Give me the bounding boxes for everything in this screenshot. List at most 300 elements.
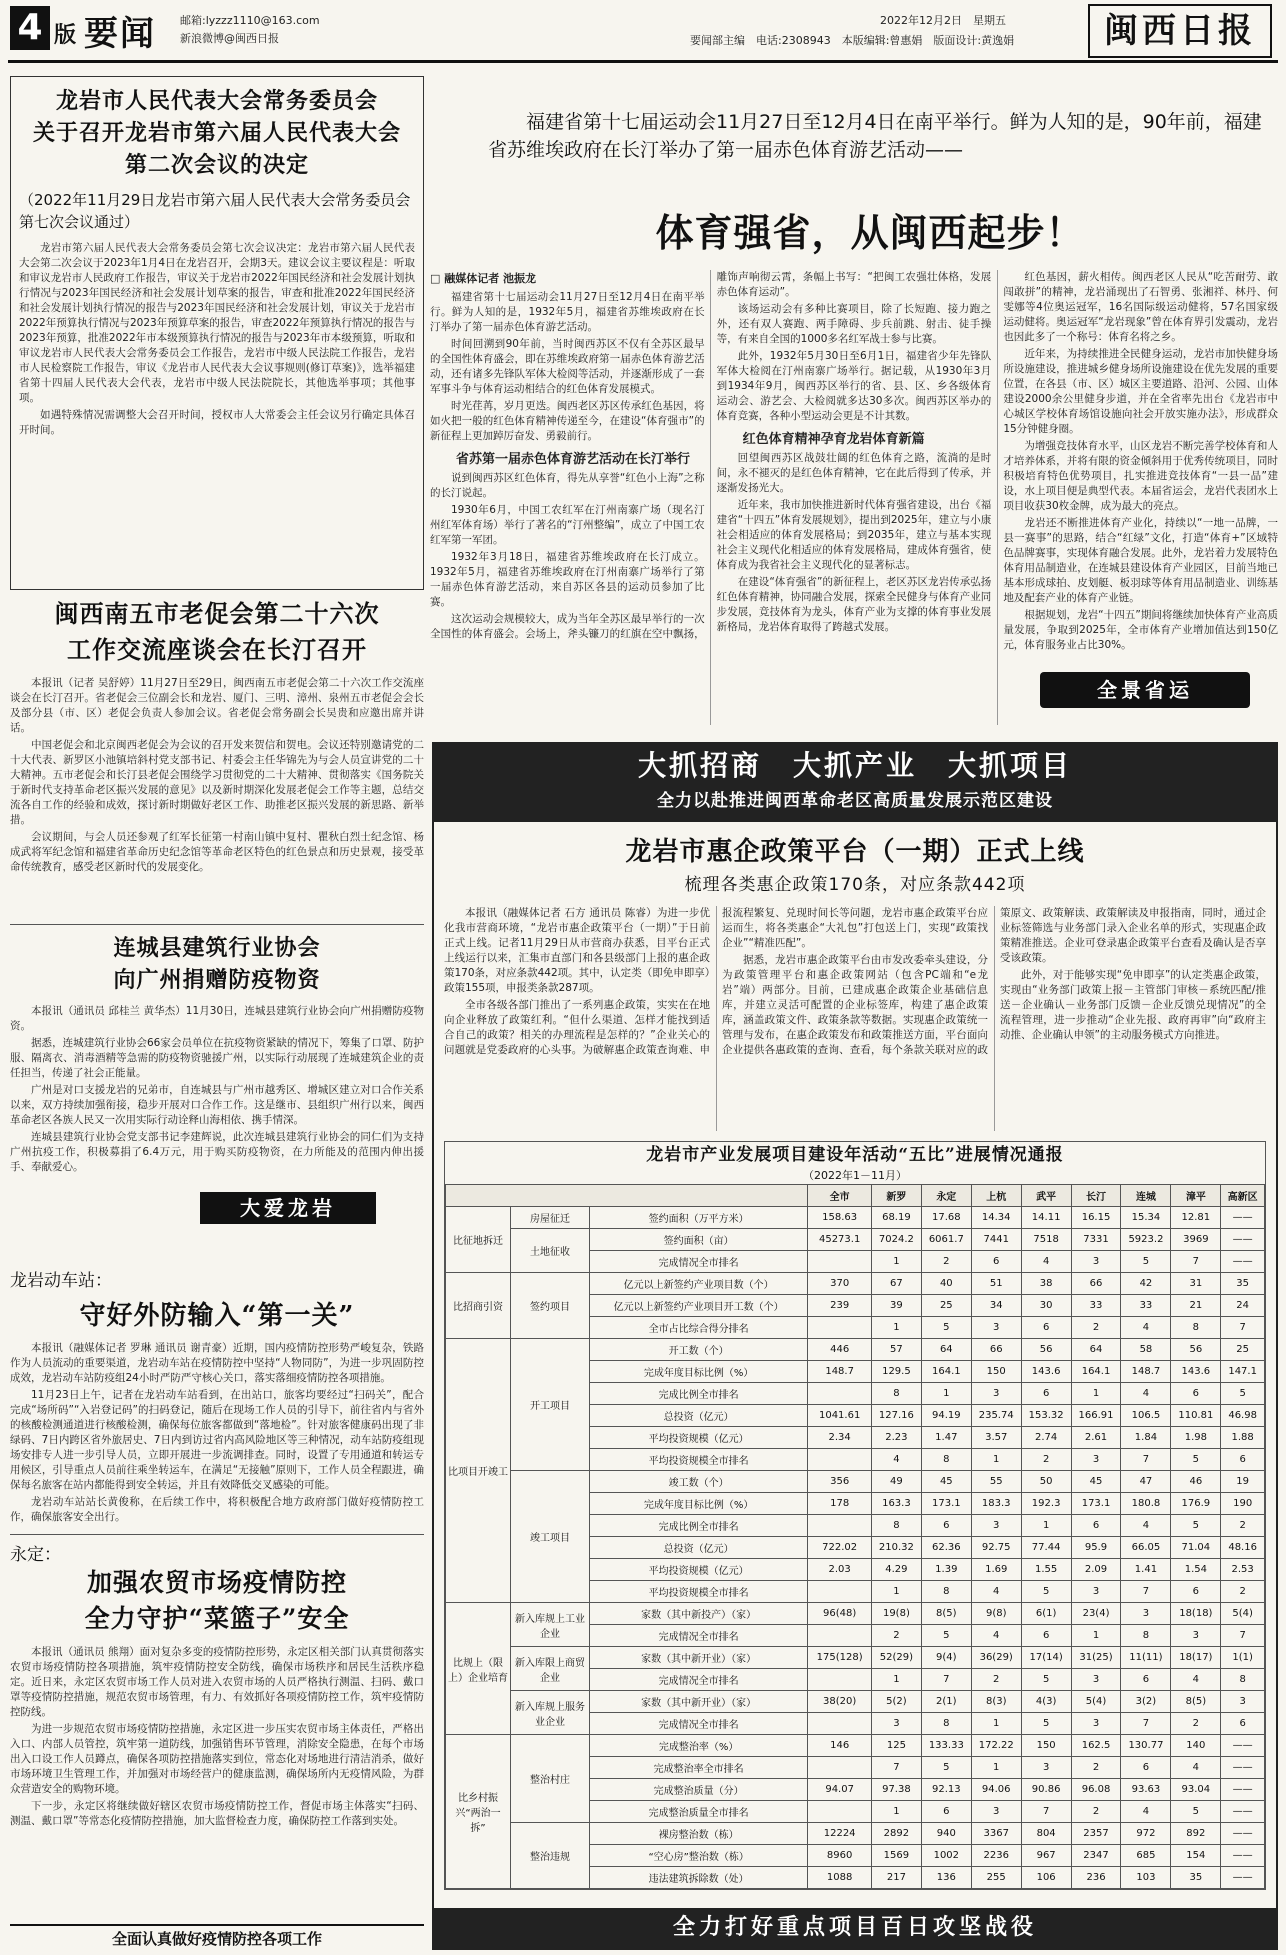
table-column-header: 全市 [808, 1185, 872, 1207]
table-value-cell: —— [1221, 1823, 1265, 1845]
table-value-cell [808, 1449, 872, 1471]
table-value-cell [808, 1713, 872, 1735]
article-title-line: 连城县建筑行业协会 [113, 935, 321, 961]
table-value-cell: 3 [1071, 1449, 1121, 1471]
table-value-cell: 6 [921, 1515, 971, 1537]
table-metric-cell: 完成情况全市排名 [590, 1669, 808, 1691]
table-value-cell: 46 [1171, 1471, 1221, 1493]
table-value-cell: 94.06 [971, 1779, 1021, 1801]
table-subgroup-cell: 签约项目 [511, 1273, 590, 1339]
table-value-cell: 4 [971, 1581, 1021, 1603]
table-value-cell: 90.86 [1021, 1779, 1071, 1801]
table-value-cell: —— [1221, 1845, 1265, 1867]
table-value-cell: 2 [871, 1625, 921, 1647]
table-value-cell: 8 [871, 1383, 921, 1405]
table-value-cell: 8(3) [971, 1691, 1021, 1713]
table-value-cell [808, 1669, 872, 1691]
table-subgroup-cell: 新入库规上服务业企业 [511, 1691, 590, 1735]
table-value-cell: 1 [1071, 1625, 1121, 1647]
table-group-cell: 比项目开竣工 [446, 1339, 511, 1603]
table-value-cell: 147.1 [1221, 1361, 1265, 1383]
table-value-cell: 95.9 [1071, 1537, 1121, 1559]
article-title-line: 向广州捐赠防疫物资 [113, 967, 321, 993]
table-column-header: 永定 [921, 1185, 971, 1207]
table-value-cell: 7 [1121, 1449, 1171, 1471]
table-value-cell: 1 [1021, 1515, 1071, 1537]
table-value-cell: 183.3 [971, 1493, 1021, 1515]
table-value-cell: 4 [1121, 1515, 1171, 1537]
table-value-cell: 127.16 [871, 1405, 921, 1427]
table-value-cell: 51 [971, 1273, 1021, 1295]
table-value-cell: 148.7 [808, 1361, 872, 1383]
table-value-cell: 8(5) [921, 1603, 971, 1625]
table-value-cell: 5 [1121, 1251, 1171, 1273]
table-value-cell: 125 [871, 1735, 921, 1757]
table-value-cell: 176.9 [1171, 1493, 1221, 1515]
table-value-cell [808, 1757, 872, 1779]
table-value-cell: 1(1) [1221, 1647, 1265, 1669]
table-value-cell: 19 [1221, 1471, 1265, 1493]
table-value-cell: 9(4) [921, 1647, 971, 1669]
table-value-cell: 1.47 [921, 1427, 971, 1449]
article-subtitle: （2022年11月29日龙岩市第六届人民代表大会常务委员会第七次会议通过） [19, 191, 411, 231]
table-value-cell: 2 [1171, 1713, 1221, 1735]
table-group-cell: 比招商引资 [446, 1273, 511, 1339]
table-value-cell: 96(48) [808, 1603, 872, 1625]
table-value-cell: 34 [971, 1295, 1021, 1317]
table-metric-cell: 总投资（亿元） [590, 1537, 808, 1559]
table-value-cell: 19(8) [871, 1603, 921, 1625]
table-value-cell: 804 [1021, 1823, 1071, 1845]
table-value-cell: 178 [808, 1493, 872, 1515]
table-value-cell: 40 [921, 1273, 971, 1295]
table-metric-cell: 完成年度目标比例（%） [590, 1493, 808, 1515]
table-subgroup-cell: 新入库限上商贸企业 [511, 1647, 590, 1691]
table-metric-cell: 家数（其中新开业）（家） [590, 1647, 808, 1669]
table-value-cell: 4 [871, 1449, 921, 1471]
table-subgroup-cell: 土地征收 [511, 1229, 590, 1273]
table-value-cell: 2357 [1071, 1823, 1121, 1845]
table-value-cell: 1.54 [1171, 1559, 1221, 1581]
table-value-cell: 2.53 [1221, 1559, 1265, 1581]
main-headline: 体育强省，从闽西起步！ [655, 210, 1085, 255]
issue-date: 2022年12月2日 星期五 [880, 14, 1006, 27]
table-value-cell: 38 [1021, 1273, 1071, 1295]
table-value-cell: 6 [1221, 1713, 1265, 1735]
table-value-cell: —— [1221, 1801, 1265, 1823]
table-value-cell: 52(29) [871, 1647, 921, 1669]
table-value-cell: 255 [971, 1867, 1021, 1889]
table-value-cell: 3 [1071, 1581, 1121, 1603]
table-value-cell: 8 [1221, 1669, 1265, 1691]
table-value-cell: 5 [1171, 1449, 1221, 1471]
table-value-cell: 136 [921, 1867, 971, 1889]
article-body: 本报讯（通讯员 邱桂兰 黄华杰）11月30日，连城县建筑行业协会向广州捐赠防疫物资。 据悉，连城建筑行业协会66家会员单位在抗疫物资紧缺的情况下，筹集了口罩、防护服、隔离衣、消毒酒精等急需的防疫物资驰援广州，以实际行动展现了连城建筑企业的责任担当，传递了社会正能量。 广州是对口支援龙岩的兄弟市，自连城县与广州市越秀区、增城区建立对口合作关系以来，双方持续加强衔接，稳步开展对口合作工作。这是继市、县组织广州行以来，闽西革命老区各族人民又一次用实际行动诠释山海相依、携手情深。 连城县建筑行业协会党支部书记李建辉说，此次连城县建筑行业协会的同仁们为支持广州抗疫工作，积极募捐了6.4万元，用于购买防疫物资，在力所能及的范围内伸出援手、奉献爱心。 [10, 1005, 424, 1173]
table-value-cell: 1.84 [1121, 1427, 1171, 1449]
table-value-cell: 5 [921, 1625, 971, 1647]
table-value-cell: 192.3 [1021, 1493, 1071, 1515]
table-value-cell: 3 [1121, 1603, 1171, 1625]
table-value-cell: 55 [971, 1471, 1021, 1493]
right-footer-slogan: 全力打好重点项目百日攻坚战役 [434, 1908, 1276, 1948]
table-row [446, 1691, 1265, 1713]
table-value-cell: 5923.2 [1121, 1229, 1171, 1251]
table-value-cell: 39 [871, 1295, 921, 1317]
table-column-header: 连城 [1121, 1185, 1171, 1207]
table-value-cell: 3.57 [971, 1427, 1021, 1449]
table-group-cell: 比规上（限上）企业培育 [446, 1603, 511, 1735]
table-value-cell [808, 1801, 872, 1823]
table-value-cell: 1 [1071, 1383, 1121, 1405]
table-value-cell: 7 [921, 1669, 971, 1691]
table-value-cell: 110.81 [1171, 1405, 1221, 1427]
table-value-cell: 143.6 [1171, 1361, 1221, 1383]
table-value-cell: 4.29 [871, 1559, 921, 1581]
table-value-cell: 66 [1071, 1273, 1121, 1295]
table-row [446, 1229, 1265, 1251]
table-value-cell: 1 [971, 1449, 1021, 1471]
table-title: 龙岩市产业发展项目建设年活动“五比”进展情况通报 [646, 1145, 1064, 1165]
banner-title: 大抓招商 大抓产业 大抓项目 [637, 749, 1072, 782]
progress-table [445, 1184, 1265, 1889]
table-value-cell: 370 [808, 1273, 872, 1295]
table-value-cell: 140 [1171, 1735, 1221, 1757]
table-value-cell: 163.3 [871, 1493, 921, 1515]
table-value-cell: 190 [1221, 1493, 1265, 1515]
table-value-cell: 23(4) [1071, 1603, 1121, 1625]
table-value-cell: 1.39 [921, 1559, 971, 1581]
table-value-cell: 3 [1071, 1669, 1121, 1691]
table-value-cell: 2 [1221, 1515, 1265, 1537]
table-value-cell: 154 [1171, 1845, 1221, 1867]
table-metric-cell: “空心房”整治数（栋） [590, 1845, 808, 1867]
table-value-cell: 236 [1071, 1867, 1121, 1889]
banner-subtitle: 全力以赴推进闽西革命老区高质量发展示范区建设 [657, 791, 1053, 811]
article-station [10, 1266, 424, 1551]
table-value-cell: 1 [971, 1713, 1021, 1735]
table-value-cell: 97.38 [871, 1779, 921, 1801]
table-value-cell: 14.11 [1021, 1207, 1071, 1229]
table-value-cell: 6061.7 [921, 1229, 971, 1251]
table-value-cell: 967 [1021, 1845, 1071, 1867]
table-value-cell: 57 [871, 1339, 921, 1361]
table-value-cell: 71.04 [1171, 1537, 1221, 1559]
table-value-cell: 143.6 [1021, 1361, 1071, 1383]
table-value-cell: 5(4) [1071, 1691, 1121, 1713]
article-title: 守好外防输入“第一关” [79, 1301, 355, 1331]
table-value-cell: 164.1 [921, 1361, 971, 1383]
table-value-cell [808, 1581, 872, 1603]
table-row [446, 1273, 1265, 1295]
table-value-cell: 3 [1171, 1625, 1221, 1647]
table-value-cell: 7 [871, 1757, 921, 1779]
table-value-cell: 6 [1171, 1581, 1221, 1603]
table-value-cell: 2 [1071, 1801, 1121, 1823]
table-metric-cell: 裸房整治数（栋） [590, 1823, 808, 1845]
table-value-cell: 47 [1121, 1471, 1171, 1493]
table-metric-cell: 开工数（个） [590, 1339, 808, 1361]
table-value-cell: 106 [1021, 1867, 1071, 1889]
table-value-cell: 972 [1121, 1823, 1171, 1845]
table-value-cell: 1.98 [1171, 1427, 1221, 1449]
table-value-cell: 356 [808, 1471, 872, 1493]
table-value-cell: 1.88 [1221, 1427, 1265, 1449]
table-value-cell: 12224 [808, 1823, 872, 1845]
table-value-cell: 1 [871, 1669, 921, 1691]
table-row [446, 1471, 1265, 1493]
table-value-cell: 49 [871, 1471, 921, 1493]
table-metric-cell: 家数（其中新投产）（家） [590, 1603, 808, 1625]
table-value-cell: 5 [1221, 1383, 1265, 1405]
table-value-cell: 164.1 [1071, 1361, 1121, 1383]
table-metric-cell: 完成整治率全市排名 [590, 1757, 808, 1779]
table-value-cell: 64 [921, 1339, 971, 1361]
table-value-cell: 133.33 [921, 1735, 971, 1757]
table-metric-cell: 亿元以上新签约产业项目开工数（个） [590, 1295, 808, 1317]
table-value-cell: —— [1221, 1735, 1265, 1757]
table-value-cell [808, 1317, 872, 1339]
table-value-cell: 8(5) [1171, 1691, 1221, 1713]
table-value-cell: 130.77 [1121, 1735, 1171, 1757]
article-body: 龙岩市第六届人民代表大会常务委员会第七次会议决定：龙岩市第六届人民代表大会第二次会议于2023年1月4日在龙岩召开，会期3天。建议会议主要议程是：听取和审议龙岩市人民政府工作报告，审议关于龙岩市2022年国民经济和社会发展计划执行情况与2023年国民经济和社会发展计划草案的报告，审查和批准2022年国民经济和社会发展计划执行情况的报告与2023年国民经济和社会发展计划，审议关于龙岩市2022年预算执行情况与2023年预算草案的报告，审查2022年预算执行情况的报告与2023年预算，批准2022年市本级预算执行情况的报告与2023年市本级预算，听取和审议龙岩市人民代表大会常务委员会工作报告，龙岩市中级人民法院工作报告，龙岩市人民检察院工作报告，审议《龙岩市人民代表大会议事规则(修订草案)》，选举福建省第十四届人民代表大会代表，龙岩市中级人民法院院长，其他选举事项；其他事项。 如遇特殊情况需调整大会召开时间，授权市人大常委会主任会议另行确定具体召开时间。 [19, 242, 415, 436]
table-value-cell: 217 [871, 1867, 921, 1889]
table-value-cell: 18(18) [1171, 1603, 1221, 1625]
table-value-cell: 30 [1021, 1295, 1071, 1317]
table-value-cell: 6 [1121, 1669, 1171, 1691]
table-value-cell: 18(17) [1171, 1647, 1221, 1669]
table-value-cell: —— [1221, 1779, 1265, 1801]
sports-article [430, 270, 1278, 725]
table-value-cell: 2.09 [1071, 1559, 1121, 1581]
article-body: 本报讯（融媒体记者 罗琳 通讯员 谢青豪）近期，国内疫情防控形势严峻复杂，铁路作为人员流动的重要渠道，龙岩动车站在疫情防控中坚持“人物同防”，为进一步巩固防控成效，龙岩动车站防疫组24小时严防严守核心关口，落实落细疫情防控各项措施。 11月23日上午，记者在龙岩动车站看到，在出站口，旅客均要经过“扫码关”，配合完成“场所码”“入岩登记码”的扫码登记，随后在现场工作人员的引导下，前往省内与省外的核酸检测通道进行核酸检测，确保每位旅客都做到“落地检”。针对旅客健康码出现了非绿码、7日内跨区省外旅居史、7日内到访过省内高风险地区等三种情况，动车站防疫组现场安排专人进一步引导人员，立即开展进一步流调排查。同时，设置了专用通道和转运专用候区，引导重点人员前往乘坐转运车，在满足“无接触”原则下，工作人员全程跟进，确保每名旅客在站内都能得到安全转运，并且有效降低交叉感染的可能。 龙岩动车站站长黄俊称，在后续工作中，将积极配合地方政府部门做好疫情防控工作，确保旅客安全出行。 [10, 1342, 424, 1523]
table-value-cell: 77.44 [1021, 1537, 1071, 1559]
investment-section [432, 742, 1278, 1950]
table-value-cell: 17.68 [921, 1207, 971, 1229]
table-value-cell: 940 [921, 1823, 971, 1845]
table-value-cell: 148.7 [1121, 1361, 1171, 1383]
table-value-cell: —— [1221, 1757, 1265, 1779]
table-value-cell: 2347 [1071, 1845, 1121, 1867]
table-value-cell: 5(4) [1221, 1603, 1265, 1625]
table-value-cell: 38(20) [808, 1691, 872, 1713]
table-value-cell: 50 [1021, 1471, 1071, 1493]
table-value-cell: 3 [971, 1515, 1021, 1537]
article-title-line: 全力守护“菜篮子”安全 [84, 1604, 350, 1633]
header-rule [8, 60, 1278, 63]
table-value-cell: 1 [871, 1317, 921, 1339]
table-value-cell: —— [1221, 1251, 1265, 1273]
table-value-cell: 8 [1171, 1317, 1221, 1339]
article-title-line: 龙岩市人民代表大会常务委员会 [55, 88, 378, 114]
table-column-header: 长汀 [1071, 1185, 1121, 1207]
table-value-cell: 8960 [808, 1845, 872, 1867]
table-value-cell: 1 [871, 1581, 921, 1603]
table-value-cell: 1088 [808, 1867, 872, 1889]
table-value-cell: 93.04 [1171, 1779, 1221, 1801]
staff-credits: 要闻部主编 电话:2308943 本版编辑:曾惠娟 版面设计:黄逸娟 [690, 34, 1015, 47]
subheading: 省苏第一届赤色体育游艺活动在长汀举行 [456, 452, 691, 467]
table-value-cell: 173.1 [1071, 1493, 1121, 1515]
table-value-cell: 4 [1121, 1801, 1171, 1823]
table-metric-cell: 完成情况全市排名 [590, 1251, 808, 1273]
table-value-cell: 1002 [921, 1845, 971, 1867]
table-value-cell: 892 [1171, 1823, 1221, 1845]
table-row [446, 1735, 1265, 1757]
table-value-cell: 64 [1071, 1339, 1121, 1361]
table-value-cell: 1 [921, 1383, 971, 1405]
table-value-cell: 15.34 [1121, 1207, 1171, 1229]
table-value-cell: 4(3) [1021, 1691, 1071, 1713]
table-value-cell: 7331 [1071, 1229, 1121, 1251]
table-value-cell: 31(25) [1071, 1647, 1121, 1669]
table-value-cell: 446 [808, 1339, 872, 1361]
table-value-cell: 129.5 [871, 1361, 921, 1383]
table-value-cell: 48.16 [1221, 1537, 1265, 1559]
table-value-cell: 7 [1021, 1801, 1071, 1823]
article-laocuhui [10, 596, 424, 892]
table-column-header: 上杭 [971, 1185, 1021, 1207]
table-value-cell: 106.5 [1121, 1405, 1171, 1427]
table-subgroup-cell: 开工项目 [511, 1339, 590, 1471]
table-value-cell: 5 [921, 1317, 971, 1339]
table-value-cell: 93.63 [1121, 1779, 1171, 1801]
table-value-cell: 14.34 [971, 1207, 1021, 1229]
table-value-cell [808, 1383, 872, 1405]
table-value-cell: 7024.2 [871, 1229, 921, 1251]
table-value-cell: 2892 [871, 1823, 921, 1845]
table-value-cell: 8 [871, 1515, 921, 1537]
table-value-cell: 158.63 [808, 1207, 872, 1229]
table-value-cell: 3 [1021, 1757, 1071, 1779]
table-metric-cell: 违法建筑拆除数（处） [590, 1867, 808, 1889]
table-value-cell [808, 1625, 872, 1647]
table-value-cell: 24 [1221, 1295, 1265, 1317]
contact-weibo: 新浪微博@闽西日报 [180, 32, 279, 45]
table-value-cell: 9(8) [971, 1603, 1021, 1625]
table-value-cell: 8 [921, 1581, 971, 1603]
table-value-cell: 2 [971, 1669, 1021, 1691]
table-metric-cell: 完成情况全市排名 [590, 1713, 808, 1735]
table-value-cell: 8 [921, 1449, 971, 1471]
article-liancheng [10, 932, 424, 1214]
table-value-cell: 6 [1071, 1515, 1121, 1537]
table-metric-cell: 完成年度目标比例（%） [590, 1361, 808, 1383]
article-body: 本报讯（记者 吴舒婷）11月27日至29日，闽西南五市老促会第二十六次工作交流座谈会在长汀召开。省老促会三位副会长和龙岩、厦门、三明、漳州、泉州五市老促会会长及部分县（市、区）老促会负责人参加会议。省老促会常务副会长吴贵和应邀出席并讲话。 中国老促会和北京闽西老促会为会议的召开发来贺信和贺电。会议还特别邀请党的二十大代表、新罗区小池镇培斜村党支部书记、村委会主任华锦先为与会人员宣讲党的二十大精神。五市老促会和长汀县老促会围绕学习贯彻党的二十大精神、贯彻落实《国务院关于新时代支持革命老区振兴发展的意见》以及新时期深化发展老促会工作等主题，总结交流各自工作的经验和成效，探讨新时期做好老区工作、助推老区振兴发展的新思路、新举措。 会议期间，与会人员还参观了红军长征第一村南山镇中复村、瞿秋白烈士纪念馆、杨成武将军纪念馆和福建省革命历史纪念馆等革命老区特色的红色景点和历史景观，接受革命传统教育，感受老区新时代的发展变化。 [10, 677, 424, 873]
table-value-cell: 3 [871, 1713, 921, 1735]
table-value-cell: 92.13 [921, 1779, 971, 1801]
table-value-cell: 5 [1021, 1669, 1071, 1691]
table-value-cell: 2.23 [871, 1427, 921, 1449]
table-value-cell: 5 [1021, 1713, 1071, 1735]
table-value-cell: 175(128) [808, 1647, 872, 1669]
article-title-line: 闽西南五市老促会第二十六次 [54, 599, 380, 628]
table-value-cell: 5 [1171, 1515, 1221, 1537]
table-metric-cell: 完成情况全市排名 [590, 1625, 808, 1647]
table-row [446, 1823, 1265, 1845]
table-value-cell: 4 [1021, 1251, 1071, 1273]
table-group-cell: 比征地拆迁 [446, 1207, 511, 1273]
table-value-cell: 6 [921, 1801, 971, 1823]
article-subtitle: 梳理各类惠企政策170条，对应条款442项 [684, 875, 1026, 895]
table-value-cell: 6(1) [1021, 1603, 1071, 1625]
table-value-cell: 7 [1121, 1713, 1171, 1735]
table-value-cell: 56 [1021, 1339, 1071, 1361]
table-value-cell: 1 [971, 1757, 1021, 1779]
table-value-cell: 12.81 [1171, 1207, 1221, 1229]
table-value-cell: 11(11) [1121, 1647, 1171, 1669]
column-badge: 全景省运 [1040, 672, 1250, 708]
section-title: 要闻 [84, 14, 156, 54]
table-value-cell: 685 [1121, 1845, 1171, 1867]
table-corner-cell [446, 1185, 808, 1207]
table-value-cell: 2 [1021, 1449, 1071, 1471]
table-value-cell: 166.91 [1071, 1405, 1121, 1427]
table-value-cell: 3 [1071, 1713, 1121, 1735]
table-value-cell: 25 [1221, 1339, 1265, 1361]
table-value-cell: 94.07 [808, 1779, 872, 1801]
masthead-logo: 闽西日报 [1088, 4, 1272, 58]
table-value-cell: 45 [1071, 1471, 1121, 1493]
article-title-line: 关于召开龙岩市第六届人民代表大会 [32, 120, 401, 146]
table-value-cell: 210.32 [871, 1537, 921, 1559]
table-metric-cell: 竣工数（个） [590, 1471, 808, 1493]
table-value-cell: 1041.61 [808, 1405, 872, 1427]
table-metric-cell: 签约面积（亩） [590, 1229, 808, 1251]
article-npc-decision [10, 76, 424, 590]
table-column-header: 新罗 [871, 1185, 921, 1207]
table-value-cell: 3 [1221, 1691, 1265, 1713]
table-metric-cell: 平均投资规模全市排名 [590, 1449, 808, 1471]
table-value-cell: 8 [1121, 1625, 1171, 1647]
table-value-cell: 172.22 [971, 1735, 1021, 1757]
table-row [446, 1207, 1265, 1229]
table-metric-cell: 平均投资规模全市排名 [590, 1581, 808, 1603]
table-metric-cell: 完成比例全市排名 [590, 1515, 808, 1537]
table-value-cell: 7518 [1021, 1229, 1071, 1251]
table-value-cell: 94.19 [921, 1405, 971, 1427]
left-footer-slogan: 全面认真做好疫情防控各项工作 [10, 1924, 424, 1952]
table-value-cell: —— [1221, 1867, 1265, 1889]
table-value-cell: 239 [808, 1295, 872, 1317]
table-value-cell: 31 [1171, 1273, 1221, 1295]
table-metric-cell: 全市占比综合得分排名 [590, 1317, 808, 1339]
table-value-cell: 6 [1221, 1449, 1265, 1471]
table-value-cell: 2 [1071, 1317, 1121, 1339]
table-value-cell: 45 [921, 1471, 971, 1493]
table-value-cell: 235.74 [971, 1405, 1021, 1427]
table-value-cell: 3 [971, 1317, 1021, 1339]
article-title-line: 加强农贸市场疫情防控 [86, 1568, 347, 1597]
table-metric-cell: 平均投资规模（亿元） [590, 1559, 808, 1581]
table-group-cell: 比乡村振兴“两治一拆” [446, 1735, 511, 1889]
article-kicker: 永定： [10, 1545, 61, 1565]
investment-banner [434, 744, 1276, 822]
contact-email: 邮箱:lyzzz1110@163.com [180, 14, 320, 27]
table-metric-cell: 家数（其中新开业）（家） [590, 1691, 808, 1713]
table-value-cell: 2(1) [921, 1691, 971, 1713]
table-column-header: 武平 [1021, 1185, 1071, 1207]
table-value-cell: 1 [871, 1251, 921, 1273]
table-row [446, 1647, 1265, 1669]
page-suffix: 版 [54, 23, 77, 48]
table-subgroup-cell: 房屋征迁 [511, 1207, 590, 1229]
table-value-cell: 35 [1221, 1273, 1265, 1295]
column-badge: 大爱龙岩 [200, 1192, 376, 1224]
article-yongding [10, 1540, 424, 1901]
article-kicker: 龙岩动车站： [10, 1271, 112, 1291]
table-value-cell: 35 [1171, 1867, 1221, 1889]
table-value-cell: 150 [1021, 1735, 1071, 1757]
